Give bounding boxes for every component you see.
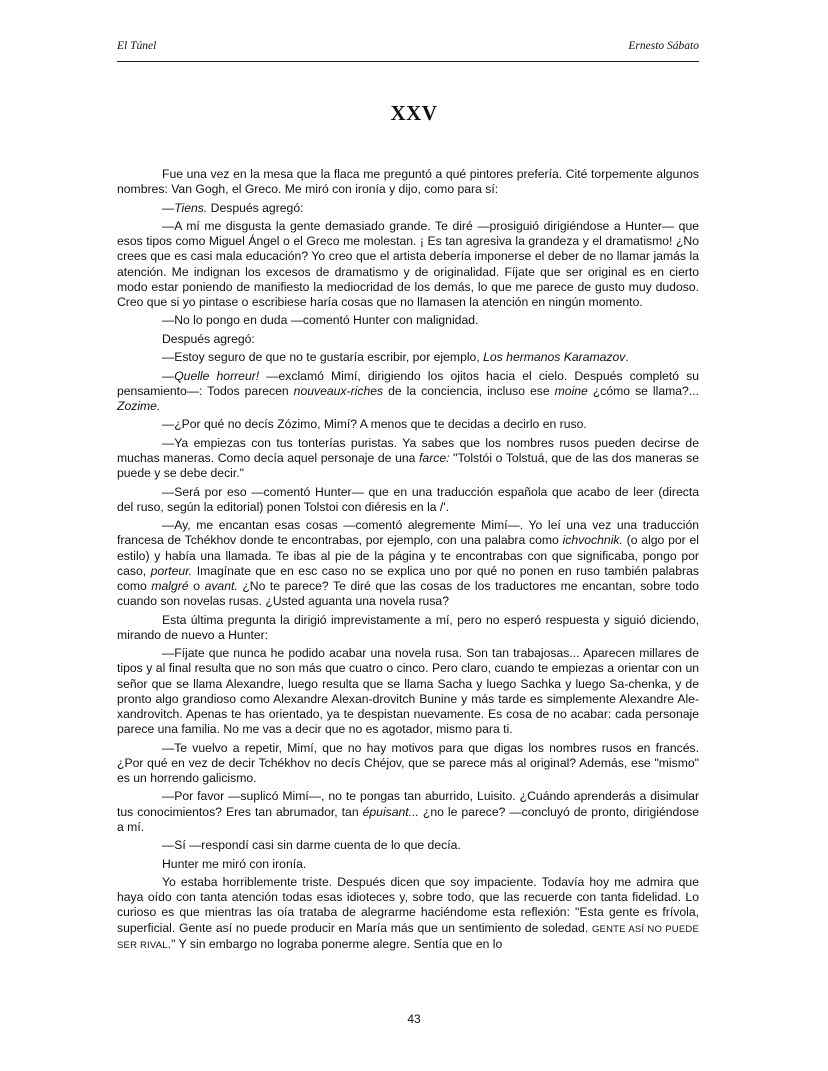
small-caps-run: GENTE ASÍ NO PUEDE SER RIVAL bbox=[117, 923, 699, 951]
italic-run: porteur. bbox=[150, 563, 193, 578]
paragraph bbox=[117, 436, 699, 482]
italic-run: nouveaux-riches bbox=[293, 383, 384, 398]
text-run: —Por favor —suplicó Mimí—, no te pongas tan aburrido, Luisito. ¿Cuándo aprenderás a disimular tus conocimientos? Eres tan abrumador, tan bbox=[117, 789, 699, 819]
paragraph bbox=[117, 417, 699, 432]
paragraph bbox=[117, 838, 699, 853]
paragraph bbox=[117, 741, 699, 787]
italic-run: Los hermanos Karamazov bbox=[483, 350, 626, 365]
text-run: —Te vuelvo a repetir, Mimí, que no hay motivos para que digas los nombres rusos en francés. ¿Por qué en vez de decir Tchékhov no decís Chéjov, que se parece más al original? Además, ese "mismo" es un horrendo galicismo. bbox=[117, 740, 699, 785]
text-run: o bbox=[188, 578, 205, 593]
paragraph bbox=[117, 789, 699, 835]
paragraph bbox=[117, 875, 699, 953]
italic-run: moine bbox=[554, 383, 588, 398]
italic-run: malgré bbox=[151, 578, 189, 593]
text-run: —Estoy seguro de que no te gustaría escribir, por ejemplo, bbox=[162, 350, 484, 365]
page-number: 43 bbox=[407, 1012, 421, 1026]
paragraph bbox=[117, 518, 699, 609]
text-run: —Fíjate que nunca he podido acabar una novela rusa. Son tan trabajosas... Aparecen millares de tipos y al final resulta que no son más que cuatro o cinco. Pero claro, cuando te empiezas a orientar con un señor que se llama Alexandre, luego resulta que se llama Sacha y luego Sachka y luego Sa-chenka, y de pronto algo grandioso como Alexandre Alexan-drovitch Bunine y más tarde es simplemente Alexandre Ale-xandrovitch. Apenas te has orientado, ya te despistan nuevamente. Es cosa de no acabar: cada personaje parece una familia. No me vas a decir que no es agotador, mismo para ti. bbox=[117, 646, 699, 737]
text-run: Después agregó: bbox=[207, 200, 304, 215]
italic-run: farce: bbox=[419, 450, 450, 465]
text-run: Fue una vez en la mesa que la flaca me preguntó a qué pintores prefería. Cité torpemente algunos nombres: Van Gogh, el Greco. Me miró con ironía y dijo, como para sí: bbox=[117, 167, 699, 197]
paragraph bbox=[117, 219, 699, 310]
header-author: Ernesto Sábato bbox=[628, 40, 699, 52]
text-run: ¿cómo se llama?... bbox=[587, 383, 699, 398]
text-run: de la conciencia, incluso ese bbox=[383, 383, 555, 398]
text-run: —Será por eso —comentó Hunter— que en una traducción española que acabo de leer (directa del ruso, según la editorial) ponen Tolstoi con diéresis en la /'. bbox=[117, 484, 699, 514]
text-run: Después agregó: bbox=[162, 331, 255, 346]
text-run: ¿no le parece? —concluyó de pronto, dirigiéndose a mí. bbox=[117, 804, 699, 834]
text-run: —No lo pongo en duda —comentó Hunter con malignidad. bbox=[162, 313, 479, 328]
paragraph bbox=[117, 201, 699, 216]
text-run: — bbox=[162, 200, 175, 215]
text-run: Esta última pregunta la dirigió imprevistamente a mí, pero no esperó respuesta y siguió diciendo, mirando de nuevo a Hunter: bbox=[117, 612, 699, 642]
text-run: —exclamó Mimí, dirigiendo los ojitos hacia el cielo. Después completó su pensamiento—: Todos parecen bbox=[117, 368, 700, 398]
paragraph bbox=[117, 313, 699, 328]
text-run: —A mí me disgusta la gente demasiado grande. Te diré —prosiguió dirigiéndose a Hunter— que esos tipos como Miguel Ángel o el Greco me molestan. ¡ Es tan agresiva la grandeza y el dramatismo! ¿No crees que es casi mala educación? Yo creo que el artista debería imponerse el deber de no llamar jamás la atención. Me indignan los excesos de dramatismo y de originalidad. Fíjate que ser original es en cierto modo estar poniendo de manifiesto la mediocridad de los demás, lo que me parece de gusto muy dudoso. Creo que si yo pintase o escribiese haría cosas que no llamasen la atención en ningún momento. bbox=[117, 218, 699, 309]
paragraph bbox=[117, 167, 699, 197]
text-run: Imagínate que en esc caso no se explica uno por qué no ponen en ruso también palabras como bbox=[117, 563, 699, 593]
text-run: ." Y sin embargo no lograba ponerme alegre. Sentía que en lo bbox=[167, 936, 503, 951]
text-run: Hunter me miró con ironía. bbox=[162, 856, 307, 871]
text-run: —¿Por qué no decís Zózimo, Mimí? A menos que te decidas a decirlo en ruso. bbox=[162, 417, 587, 432]
paragraph bbox=[117, 350, 699, 365]
header-divider bbox=[117, 61, 699, 62]
paragraph bbox=[117, 485, 699, 515]
paragraph bbox=[117, 646, 699, 737]
paragraph bbox=[117, 857, 699, 872]
text-run: ¿No te parece? Te diré que las cosas de los traductores me encantan, sobre todo cuando son novelas rusas. ¿Usted aguanta una novela rusa? bbox=[117, 578, 699, 609]
chapter-title: XXV bbox=[390, 101, 438, 125]
italic-run: Quelle horreur! bbox=[174, 368, 260, 383]
text-run: (o algo por el estilo) y había una llamada. Te ibas al pie de la página y te encontrabas con que significaba, pongo por caso, bbox=[117, 533, 699, 578]
text-run: —Sí —respondí casi sin darme cuenta de lo que decía. bbox=[162, 838, 461, 853]
italic-run: Tiens. bbox=[174, 200, 208, 215]
text-run: Yo estaba horriblemente triste. Después dicen que soy impaciente. Todavía hoy me admira que haya oído con tanta atención todas esas idioteces y, sobre todo, que las recuerde con tanta fidelidad. Lo curioso es que mientras las oía trataba de alegrarme haciéndome esta reflexión: "Esta gente es frívola, superficial. Gente así no puede producir en María más que un sentimiento de soledad. bbox=[117, 874, 699, 935]
text-run: . bbox=[625, 350, 629, 365]
italic-run: ichvochnik. bbox=[562, 533, 623, 548]
text-run: —Ay, me encantan esas cosas —comentó alegremente Mimí—. Yo leí una vez una traducción francesa de Tchékhov donde te encontrabas, por ejemplo, con una palabra como bbox=[117, 518, 699, 548]
italic-run: Zozime. bbox=[117, 398, 161, 413]
text-run: — bbox=[162, 368, 175, 383]
paragraph bbox=[117, 332, 699, 347]
paragraph bbox=[117, 613, 699, 643]
italic-run: avant. bbox=[204, 578, 238, 593]
italic-run: épuisant... bbox=[362, 804, 419, 819]
text-run: "Tolstói o Tolstuá, que de las dos maneras se puede y se debe decir." bbox=[117, 450, 699, 481]
text-run: —Ya empiezas con tus tonterías puristas. Ya sabes que los nombres rusos pueden decirse de muchas maneras. Como decía aquel personaje de una bbox=[117, 435, 699, 465]
header-book-title: El Túnel bbox=[117, 40, 157, 52]
paragraph bbox=[117, 369, 699, 415]
chapter-body bbox=[117, 167, 699, 956]
